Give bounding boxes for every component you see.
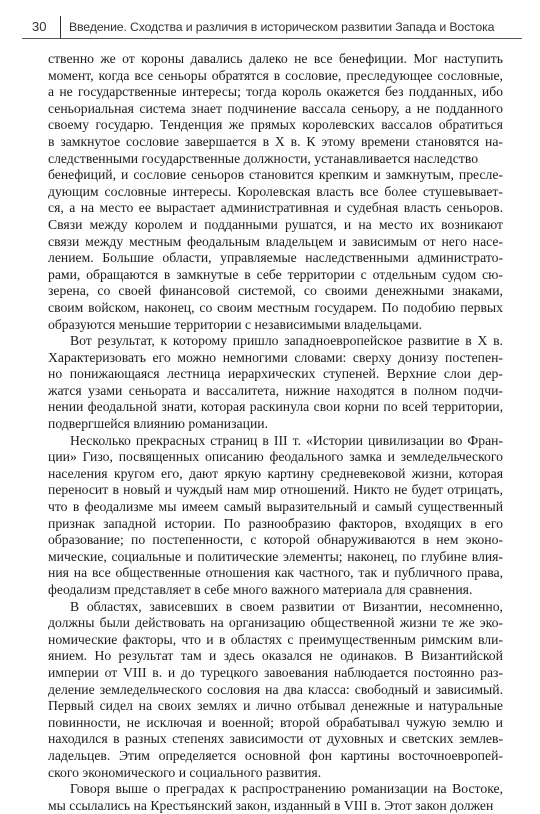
text-line: населения кругом его, дают яркую картину средневековой жизни, которая (48, 465, 503, 481)
header-rule (22, 38, 522, 39)
text-line: Говоря выше о преградах к распространению романизации на Востоке, (70, 781, 503, 797)
text-line: а не государственные интересы; тогда король окажется без подданных, ибо (48, 84, 503, 100)
page-number: 30 (32, 19, 47, 34)
text-line: ственно же от короны давались далеко не все бенефиции. Мог наступить (48, 51, 503, 66)
text-line: Первый сидел на своих землях и лично отбывал денежные и натуральные (48, 698, 503, 714)
text-line: повинности, не исключая и военной; второй обрабатывал чужую землю и (48, 714, 503, 730)
text-line: зерена, со своей финансовой системой, со своими денежными знаками, (48, 283, 503, 299)
text-line: Характеризовать его можно немногими словами: сверху донизу постепен- (48, 349, 503, 365)
text-line: ции» Гизо, посвященных описанию феодального замка и земледельческого (48, 449, 503, 465)
text-line: ния на все общественные отношения как частного, так и публичного права, (48, 565, 503, 581)
paragraph (48, 781, 503, 814)
text-line: мические, социальные и политические элементы; наконец, по глубине влия- (48, 548, 503, 564)
body-text (48, 51, 503, 814)
text-line: феодализм представляет в себе много важного материала для сравнения. (48, 582, 473, 597)
text-line: деление земледельческого сословия на два класса: свободный и зависимый. (48, 681, 503, 697)
text-line: ладельцев. Этим определяется основной фон картины восточноевропей- (48, 747, 503, 763)
text-line: связи между местным феодальным владельцем и зависимым от него насе- (48, 233, 503, 249)
text-line: в замкнутое сословие завершается в X в. К этому времени становятся на- (48, 133, 503, 149)
text-line: ся, а на место ее вырастает административная и судебная власть сеньоров. (48, 200, 503, 216)
text-line: империи от VIII в. и до турецкого завоевания наблюдается постоянно раз- (48, 664, 503, 680)
text-line: мы ссылались на Крестьянский закон, изданный в VIII в. Этот закон должен (48, 797, 494, 813)
text-line: своим войском, наконец, со своим местным государем. По подобию первых (48, 299, 503, 315)
text-line: сеньориальная система знает подчинение вассала сеньору, а не подданного (48, 100, 503, 116)
text-line: что в феодализме мы имеем самый выразительный и самый существенный (48, 499, 503, 515)
paragraph (48, 599, 503, 782)
text-line: ского экономического и социального развития. (48, 764, 322, 780)
paragraph (48, 433, 503, 599)
text-line: подвергшейся влиянию романизации. (48, 416, 269, 432)
text-line: Связи между королем и подданными рушатся, и на место их возникают (48, 216, 503, 232)
text-line: рами, обращаются в замкнутые в себе территории с отдельным судом сю- (48, 266, 503, 282)
text-line: нении феодальной знати, которая раскинула свои корни по всей территории, (48, 399, 503, 415)
text-line: должны были действовать на организацию общественной жизни те же эко- (48, 615, 503, 631)
running-header (22, 16, 522, 38)
text-line: но понижающаяся лестница иерархических ступеней. Верхние слои дер- (48, 366, 503, 382)
text-line: янием. Но результат там и здесь оказался не одинаков. В Византийской (48, 648, 503, 664)
text-line: момент, когда все сеньоры обратятся в сословие, преследующее сословные, (48, 67, 503, 83)
text-line: лением. Большие области, управляемые наследственными администрато- (48, 250, 503, 266)
running-head: Введение. Сходства и различия в историческом развитии Запада и Востока (69, 20, 495, 34)
text-line: признак западной истории. По разнообразию факторов, входящих в его (48, 515, 503, 531)
text-line: В областях, зависевших в своем развитии от Византии, несомненно, (70, 598, 503, 614)
header-divider (60, 16, 61, 38)
text-line: образуются меньшие территории с независимыми владельцами. (48, 316, 423, 332)
text-line: переносит в новый и чуждый нам мир отношений. Никто не будет отрицать, (48, 482, 503, 498)
text-line: Вот результат, к которому пришло западноевропейское развитие в X в. (70, 333, 503, 349)
text-line: бенефиций, и сословие сеньоров становится крепким и замкнутым, пресле- (48, 167, 503, 183)
text-line: образование; по постепенности, с которой обнаруживаются в нем эконо- (48, 532, 503, 548)
text-line: своему государю. Тенденция же прямых королевских вассалов обратиться (48, 117, 503, 133)
paragraph (48, 333, 503, 433)
text-line: жатся узами сеньората и вассалитета, нижние находятся в полном подчи- (48, 382, 503, 398)
text-line: находился в разных степенях зависимости от духовных и светских землев- (48, 731, 503, 747)
text-line: дующим сословные интересы. Королевская власть все более стушевывает- (48, 183, 503, 199)
text-line: следственными государственные должности, устанавливается наследство (48, 150, 479, 166)
paragraph (48, 51, 503, 333)
text-line: Несколько прекрасных страниц в III т. «Истории цивилизации во Фран- (70, 432, 503, 448)
text-line: номические факторы, что и в областях с преимущественным римским вли- (48, 631, 503, 647)
